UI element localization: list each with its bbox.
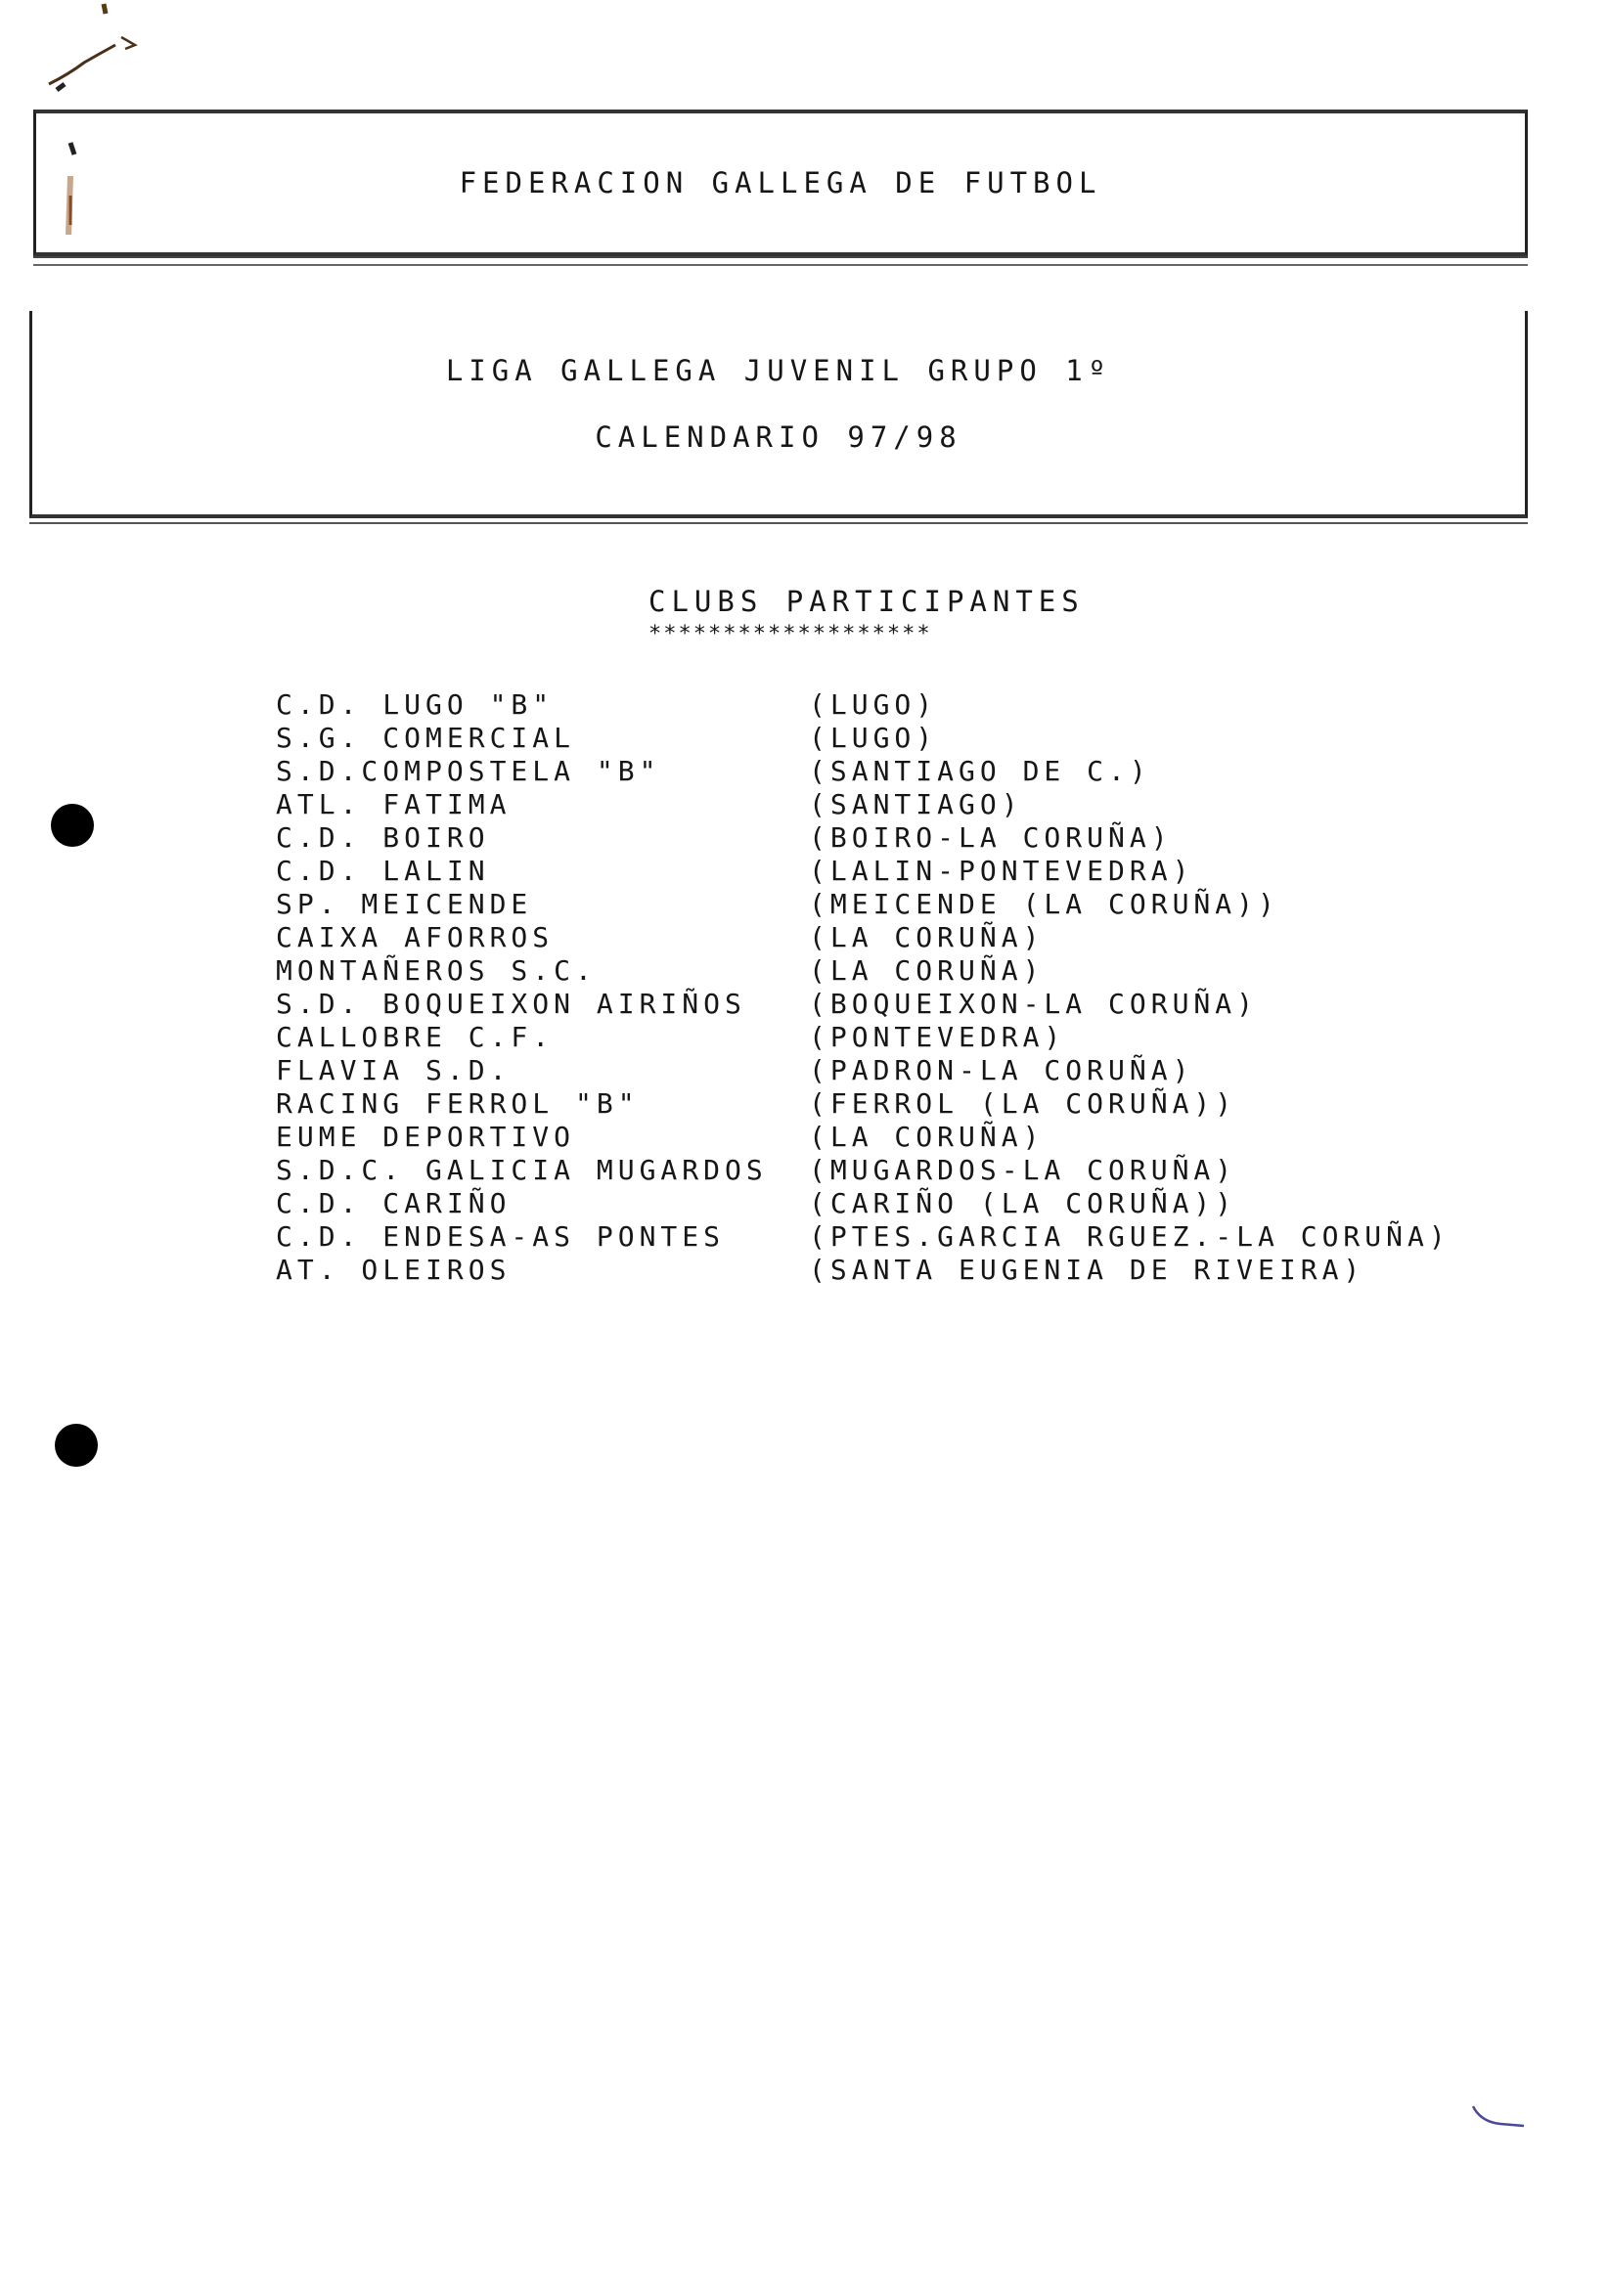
club-name: S.D.C. GALICIA MUGARDOS [276,1154,768,1186]
club-row [276,1087,1518,1121]
club-row [276,1121,1518,1154]
club-row [276,988,1518,1021]
club-location: (CARIÑO (LA CORUÑA)) [809,1187,1237,1219]
club-row [276,755,1518,788]
club-row [276,1220,1518,1254]
club-row [276,788,1518,821]
club-location: (LUGO) [809,688,938,721]
club-row [276,888,1518,921]
club-location: (LALIN-PONTEVEDRA) [809,855,1194,887]
league-header-box [29,311,1528,518]
club-location: (LUGO) [809,722,938,754]
club-name: C.D. LUGO "B" [276,688,555,721]
club-location: (FERROL (LA CORUÑA)) [809,1087,1237,1120]
club-location: (LA CORUÑA) [809,954,1045,987]
club-row [276,821,1518,855]
pen-mark-bottom-right [1467,2100,1536,2140]
club-row [276,1187,1518,1220]
club-row [276,688,1518,722]
punch-hole-upper [51,804,94,847]
club-location: (LA CORUÑA) [809,921,1045,953]
punch-hole-lower [55,1424,98,1467]
club-name: SP. MEICENDE [276,888,533,920]
pen-mark-top-left [39,0,147,98]
club-name: CALLOBRE C.F. [276,1021,555,1053]
league-title: LIGA GALLEGA JUVENIL GRUPO 1º [445,354,1112,387]
club-row [276,855,1518,888]
federation-title: FEDERACION GALLEGA DE FUTBOL [459,166,1102,199]
club-location: (SANTIAGO) [809,788,1023,820]
club-location: (SANTIAGO DE C.) [809,755,1151,787]
club-name: C.D. LALIN [276,855,490,887]
club-location: (PADRON-LA CORUÑA) [809,1054,1194,1086]
club-name: ATL. FATIMA [276,788,512,820]
club-name: C.D. CARIÑO [276,1187,512,1219]
calendar-title: CALENDARIO 97/98 [595,420,962,454]
club-name: S.D. BOQUEIXON AIRIÑOS [276,988,746,1020]
club-row [276,1021,1518,1054]
club-name: FLAVIA S.D. [276,1054,512,1086]
club-location: (MEICENDE (LA CORUÑA)) [809,888,1279,920]
club-location: (BOQUEIXON-LA CORUÑA) [809,988,1259,1020]
club-row [276,1254,1518,1287]
club-location: (PTES.GARCIA RGUEZ.-LA CORUÑA) [809,1220,1451,1253]
club-row [276,921,1518,954]
club-location: (SANTA EUGENIA DE RIVEIRA) [809,1254,1365,1286]
club-name: S.G. COMERCIAL [276,722,576,754]
club-location: (LA CORUÑA) [809,1121,1045,1153]
club-name: EUME DEPORTIVO [276,1121,576,1153]
club-row [276,722,1518,755]
club-row [276,1154,1518,1187]
federation-header-box [33,110,1528,256]
club-row [276,1054,1518,1087]
club-name: C.D. BOIRO [276,821,490,854]
club-location: (BOIRO-LA CORUÑA) [809,821,1173,854]
club-location: (MUGARDOS-LA CORUÑA) [809,1154,1237,1186]
clubs-section-title: CLUBS PARTICIPANTES [648,585,1085,618]
club-name: S.D.COMPOSTELA "B" [276,755,661,787]
club-row [276,954,1518,988]
clubs-section-underline: ******************* [648,622,932,646]
club-name: AT. OLEIROS [276,1254,512,1286]
club-list [276,688,1518,1287]
club-location: (PONTEVEDRA) [809,1021,1066,1053]
club-name: RACING FERROL "B" [276,1087,640,1120]
club-name: C.D. ENDESA-AS PONTES [276,1220,726,1253]
club-name: CAIXA AFORROS [276,921,555,953]
club-name: MONTAÑEROS S.C. [276,954,597,987]
